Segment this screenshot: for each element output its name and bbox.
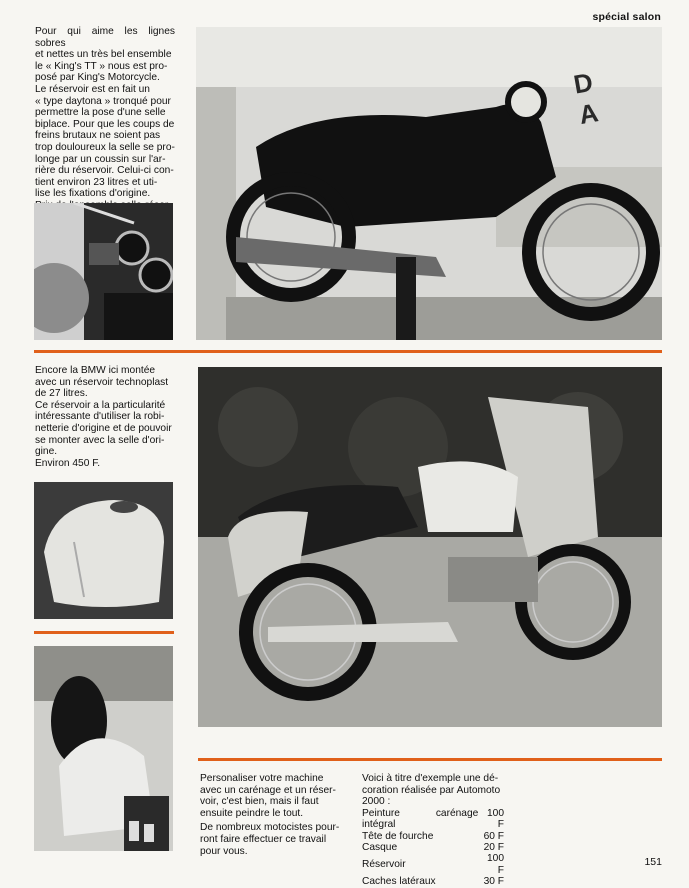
article-paint-text [200,773,350,857]
section-divider [34,350,662,353]
text-line: lise les fixations d'origine. [35,188,151,200]
text-line: Personaliser votre machine [200,773,324,784]
page-number: 151 [644,856,662,868]
text-line: se monter avec la selle d'ori- [35,434,165,446]
text-line: ront faire effectuer ce travail [200,833,327,845]
photo-bmw-motorcycle [198,367,662,727]
text-line: freins brutaux ne soient pas [35,130,161,142]
price-value: 100 F [487,853,504,876]
table-row [362,831,504,842]
text-line: rière du réservoir. Celui-ci con- [35,165,174,177]
text-line: Pour qui aime les lignes sobres [35,26,175,49]
text-line: 2000 : [362,796,391,808]
text-line: le « King's TT » nous est pro- [35,60,168,72]
text-line: ensuite peindre le tout. [200,807,304,819]
text-line: Ce réservoir a la particularité [35,399,166,411]
section-divider [198,758,662,761]
photo-dashboard-gauges [34,203,173,340]
text-line: de 27 litres. [35,388,88,400]
table-row [362,876,504,887]
text-line: intéressante d'utiliser la robi- [35,411,165,423]
table-row [362,853,504,876]
price-item: Tête de fourche [362,830,434,842]
text-line: Encore la BMW ici montée [35,365,156,376]
text-line: avec un carénage et un réser- [200,784,336,796]
section-divider [34,631,174,634]
text-line: et nettes un très bel ensemble [35,49,172,61]
text-line: gine. [35,446,58,458]
text-line: biplace. Pour que les coups de [35,118,175,130]
text-line: longe par un coussin sur l'ar- [35,153,166,165]
price-item: Casque [362,842,398,853]
text-line: netterie d'origine et de pouvoir [35,422,172,434]
section-header: spécial salon [592,11,661,23]
price-value: 60 F [483,830,504,842]
price-item: Réservoir [362,859,406,871]
text-line: posé par King's Motorcycle. [35,72,160,84]
text-line: tient environ 23 litres et uti- [35,176,158,188]
text-line: trop douloureux la selle se pro- [35,141,175,153]
text-line: voir, c'est bien, mais il faut [200,796,319,808]
table-row [362,842,504,853]
text-line: Voici à titre d'exemple une dé- [362,773,499,784]
text-line: permettre la pose d'une selle [35,107,166,119]
text-line: De nombreux motocistes pour- [200,822,340,834]
price-value: 30 F [483,876,504,888]
photo-fuel-tank [34,482,173,619]
text-line: pour vous. [200,845,248,857]
text-line: coration réalisée par Automoto [362,784,501,796]
article-bmw-tank-text [35,365,175,469]
text-line: Environ 450 F. [35,457,101,469]
article-price-example [362,773,504,888]
text-line: avec un réservoir technoplast [35,376,169,388]
price-item: Peinture carénage intégral [362,807,479,831]
price-value: 100 F [487,807,504,831]
dealer-sign-text: D A [571,63,617,131]
price-value: 20 F [483,842,504,853]
table-row [362,808,504,831]
text-line: Le réservoir est en fait un [35,83,150,95]
price-item: Caches latéraux [362,876,436,888]
photo-kings-tt-motorcycle [196,27,662,340]
text-line: « type daytona » tronqué pour [35,95,171,107]
photo-fairing-workshop [34,646,173,851]
